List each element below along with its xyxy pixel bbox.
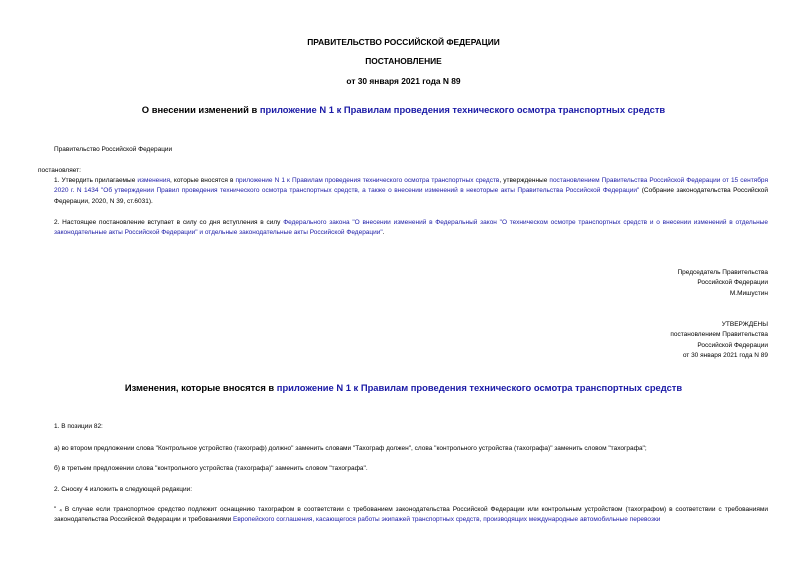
change-item-1: 1. В позиции 82: (54, 423, 103, 430)
approval-line-2: постановлением Правительства (670, 331, 768, 339)
p1-text-3: , утвержденные (499, 177, 550, 184)
changes-link[interactable]: изменения (137, 177, 171, 184)
title-link[interactable]: приложение N 1 к Правилам проведения технического осмотра транспортных средств (259, 104, 666, 115)
p2-text-2: . (382, 229, 385, 237)
signature-line-2: Российской Федерации (697, 279, 768, 287)
approval-line-4: от 30 января 2021 года N 89 (682, 352, 768, 360)
p1-text-4: (Собрание законодательства Российской Федерации, 2020, N 39, ст.6031). (54, 187, 768, 205)
federal-law-link[interactable]: Федерального закона "О внесении изменений в Федеральный закон "О техническом осмотре транспортных средств и о внесении изменений в отдельные законодательные акты Российской Федерации" и отдельные законодательные акты Российской Федерации" (54, 219, 768, 237)
paragraph-1 (54, 176, 768, 207)
document-title-text: О внесении изменений в (141, 104, 260, 115)
european-agreement-link[interactable]: Европейского соглашения, касающегося работы экипажей транспортных средств, производящих международные автомобильные перевозки (233, 516, 661, 524)
issuer-text: Правительство Российской Федерации (54, 146, 173, 153)
p1-text-1: 1. Утвердить прилагаемые (54, 177, 138, 184)
document-date-number: от 30 января 2021 года N 89 (346, 76, 461, 86)
appendix-link[interactable]: приложение N 1 к Правилам проведения технического осмотра транспортных средств (235, 177, 500, 184)
signature-line-1: Председатель Правительства (677, 269, 768, 276)
document-type: ПОСТАНОВЛЕНИЕ (365, 56, 442, 66)
footnote-text: " ₄ В случае если транспортное средство подлежит оснащению тахографом в соответствии с требованием законодательства Российской Федерации или контрольным устройством (тахографом) в соответствии с требованиями законодательства Российской Федерации и требованиями (54, 506, 768, 524)
document-title (0, 104, 807, 115)
resolution-1434-link[interactable]: постановлением Правительства Российской Федерации от 15 сентября 2020 г. N 1434 "Об утверждении Правил проведения технического осмотра транспортных средств, а также о внесении изменений в некоторые акты Правительства Российской Федерации" (54, 177, 768, 195)
government-heading: ПРАВИТЕЛЬСТВО РОССИЙСКОЙ ФЕДЕРАЦИИ (307, 37, 500, 47)
changes-title (0, 382, 807, 393)
change-item-b: б) в третьем предложении слова "контрольного устройства (тахографа)" заменить словом "тахографа". (54, 465, 368, 472)
change-item-2: 2. Сноску 4 изложить в следующей редакции: (54, 486, 193, 493)
signature-name: М.Мишустин (729, 289, 768, 297)
decides-text: постановляет: (38, 167, 81, 174)
change-item-a: а) во втором предложении слова "Контрольное устройство (тахограф) должно" заменить словами "Тахограф должен", слова "контрольного устройства (тахографа)" заменить словом "тахографа"; (54, 445, 647, 452)
changes-title-text: Изменения, которые вносятся в (124, 382, 277, 393)
p2-text-1: 2. Настоящее постановление вступает в силу со дня вступления в силу (54, 219, 284, 226)
p1-text-2: , которые вносятся в (170, 177, 236, 184)
approval-block (560, 320, 768, 362)
approval-line-3: Российской Федерации (697, 341, 768, 349)
signature-block (560, 268, 768, 299)
paragraph-2 (54, 218, 768, 239)
footnote-paragraph (54, 505, 768, 526)
approval-line-1: УТВЕРЖДЕНЫ (721, 321, 768, 328)
changes-title-link[interactable]: приложение N 1 к Правилам проведения технического осмотра транспортных средств (276, 382, 683, 393)
